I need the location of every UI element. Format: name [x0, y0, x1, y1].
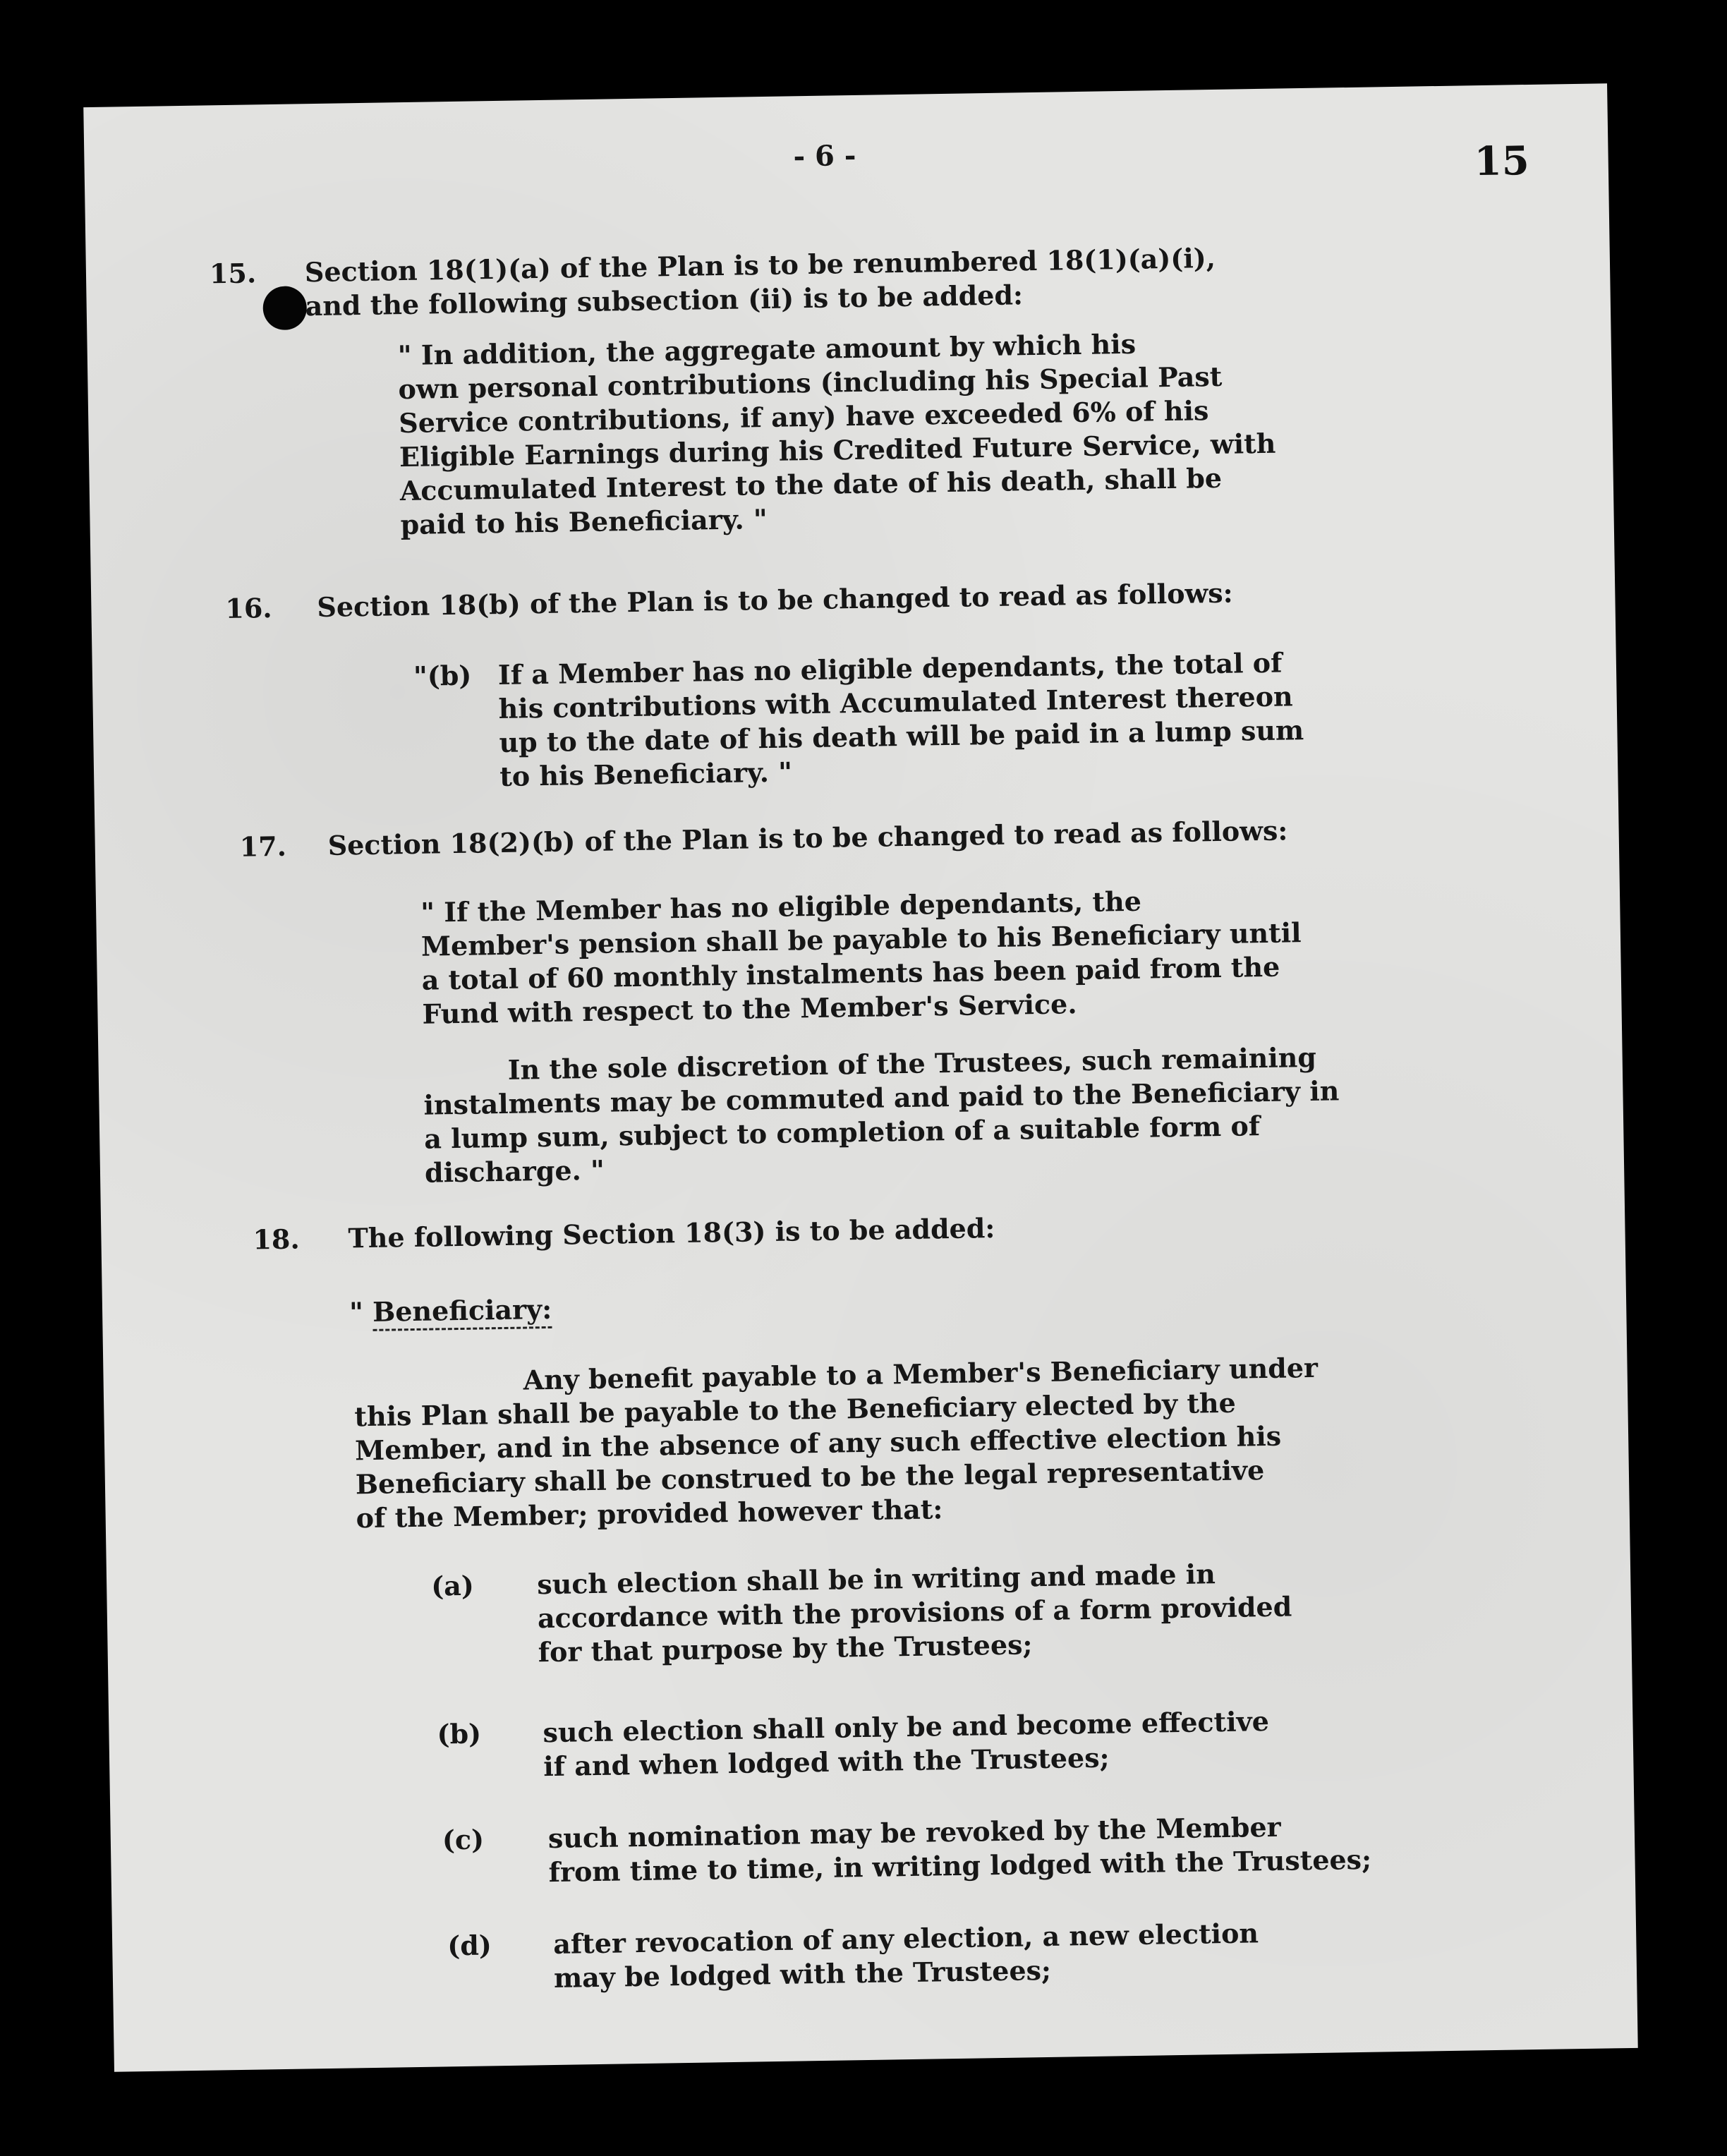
text-line: to his Beneficiary. " [499, 756, 793, 792]
text-line: Member, and in the absence of any such effective election his [354, 1419, 1282, 1467]
text-line: such nomination may be revoked by the Member [547, 1810, 1281, 1855]
text-line: If a Member has no eligible dependants, the total of [497, 646, 1283, 691]
subitem-d-label: (d) [447, 1929, 492, 1962]
text-line: from time to time, in writing lodged with the Trustees; [548, 1843, 1372, 1889]
text-line: accordance with the provisions of a form provided [537, 1590, 1292, 1635]
heading-text: Beneficiary: [372, 1293, 552, 1331]
text-line: for that purpose by the Trustees; [538, 1628, 1033, 1669]
text-line: own personal contributions (including his Special Past [398, 360, 1223, 406]
beneficiary-paragraph [353, 1351, 1320, 1535]
item-15-quote [397, 325, 1277, 542]
subitem-a-label: (a) [430, 1569, 475, 1602]
text-line: Section 18(b) of the Plan is to be changed to read as follows: [317, 576, 1233, 624]
text-line: " In addition, the aggregate amount by which his [397, 327, 1137, 372]
text-line: a lump sum, subject to completion of a suitable form of [423, 1110, 1261, 1155]
item-number-17: 17. [239, 830, 287, 863]
text-line: may be lodged with the Trustees; [553, 1954, 1052, 1994]
item-15-text [305, 241, 1216, 323]
text-line: Member's pension shall be payable to his Beneficiary until [420, 916, 1302, 962]
subitem-d-text [553, 1916, 1259, 1995]
subitem-c-label: (c) [442, 1823, 485, 1856]
text-line: such election shall only be and become effective [543, 1705, 1270, 1749]
subitem-b-text [543, 1704, 1270, 1783]
item-18-text [348, 1211, 995, 1255]
item-number-18: 18. [253, 1223, 300, 1256]
text-line: this Plan shall be payable to the Beneficiary elected by the [354, 1386, 1237, 1433]
text-line: paid to his Beneficiary. " [400, 502, 768, 541]
text-line: his contributions with Accumulated Interest thereon [498, 680, 1293, 725]
text-line: Section 18(2)(b) of the Plan is to be changed to read as follows: [327, 814, 1288, 861]
text-line: Any benefit payable to a Member's Beneficiary under [523, 1351, 1319, 1396]
page-marker: - 6 - [793, 138, 856, 174]
text-line: Section 18(1)(a) of the Plan is to be renumbered 18(1)(a)(i), [304, 241, 1216, 289]
item-17-text [327, 813, 1287, 862]
text-line: " If the Member has no eligible dependants, the [420, 885, 1142, 928]
heading-quote-mark: " [349, 1296, 364, 1328]
text-line: In the sole discretion of the Trustees, such remaining [507, 1041, 1317, 1086]
subitem-a-text [537, 1556, 1292, 1670]
text-line: Service contributions, if any) have exceeded 6% of his [398, 394, 1209, 440]
text-line: up to the date of his death will be paid in a lump sum [499, 714, 1304, 758]
archive-page-number: 15 [1474, 137, 1530, 186]
item-17-quote-continued [423, 1040, 1340, 1189]
text-line: of the Member; provided however that: [356, 1493, 943, 1534]
punch-hole-mark [262, 286, 307, 330]
text-line: Fund with respect to the Member's Service. [422, 988, 1077, 1030]
text-line: such election shall be in writing and made in [536, 1558, 1216, 1601]
item-16-text [317, 576, 1233, 624]
text-line: if and when lodged with the Trustees; [543, 1741, 1110, 1783]
item-16-label: "(b) [413, 659, 472, 692]
text-line: The following Section 18(3) is to be added: [348, 1212, 995, 1254]
item-17-quote [420, 882, 1303, 1031]
text-line: Beneficiary shall be construed to be the legal representative [355, 1454, 1265, 1501]
document-page [83, 83, 1637, 2072]
text-line: and the following subsection (ii) is to be added: [305, 279, 1024, 322]
beneficiary-heading [349, 1292, 552, 1330]
item-number-16: 16. [225, 592, 272, 625]
text-line: Eligible Earnings during his Credited Future Service, with [399, 427, 1276, 473]
text-line: Accumulated Interest to the date of his death, shall be [399, 461, 1223, 507]
item-16-quote [498, 646, 1305, 794]
text-line: after revocation of any election, a new election [552, 1917, 1259, 1960]
text-line: instalments may be commuted and paid to the Beneficiary in [423, 1074, 1340, 1121]
subitem-b-label: (b) [437, 1717, 482, 1750]
item-number-15: 15. [209, 257, 257, 290]
subitem-c-text [548, 1809, 1372, 1889]
text-line: a total of 60 monthly instalments has been paid from the [421, 950, 1280, 996]
text-line: discharge. " [424, 1153, 605, 1189]
